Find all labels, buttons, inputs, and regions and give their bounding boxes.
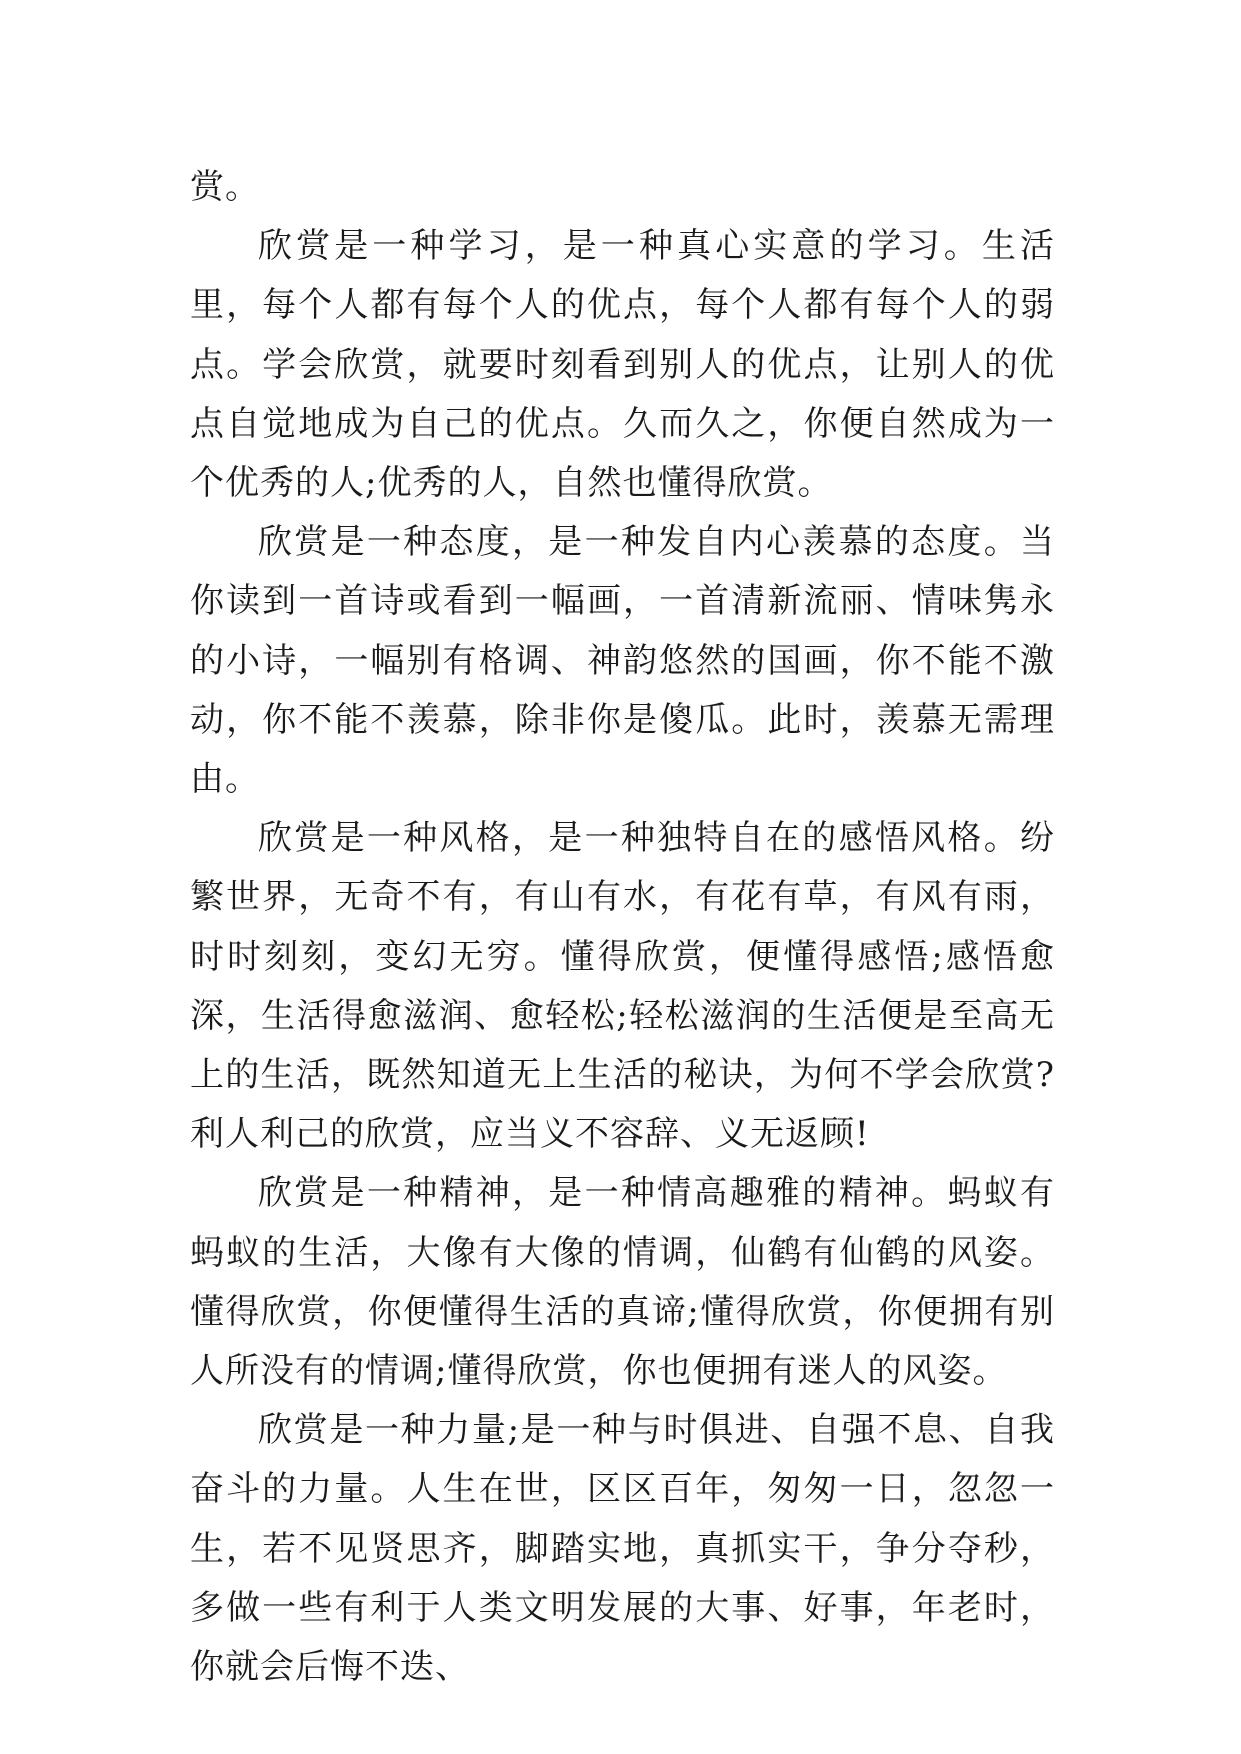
paragraph-continuation: 赏。 xyxy=(190,167,260,207)
article-body xyxy=(190,158,1055,1697)
paragraph-learning: 欣赏是一种学习，是一种真心实意的学习。生活里，每个人都有每个人的优点，每个人都有每个人的弱点。学会欣赏，就要时刻看到别人的优点，让别人的优点自觉地成为自己的优点。久而久之，你便自然成为一个优秀的人;优秀的人，自然也懂得欣赏。 xyxy=(190,226,1055,504)
paragraph-style: 欣赏是一种风格，是一种独特自在的感悟风格。纷繁世界，无奇不有，有山有水，有花有草，有风有雨，时时刻刻，变幻无穷。懂得欣赏，便懂得感悟;感悟愈深，生活得愈滋润、愈轻松;轻松滋润的生活便是至高无上的生活，既然知道无上生活的秘诀，为何不学会欣赏?利人利己的欣赏，应当义不容辞、义无返顾! xyxy=(190,818,1055,1155)
paragraph-spirit: 欣赏是一种精神，是一种情高趣雅的精神。蚂蚁有蚂蚁的生活，大像有大像的情调，仙鹤有仙鹤的风姿。懂得欣赏，你便懂得生活的真谛;懂得欣赏，你便拥有别人所没有的情调;懂得欣赏，你也便拥有迷人的风姿。 xyxy=(190,1173,1055,1392)
paragraph-strength: 欣赏是一种力量;是一种与时俱进、自强不息、自我奋斗的力量。人生在世，区区百年，匆匆一日，忽忽一生，若不见贤思齐，脚踏实地，真抓实干，争分夺秒，多做一些有利于人类文明发展的大事、好事，年老时，你就会后悔不迭、 xyxy=(190,1410,1055,1688)
paragraph-attitude: 欣赏是一种态度，是一种发自内心羡慕的态度。当你读到一首诗或看到一幅画，一首清新流丽、情味隽永的小诗，一幅别有格调、神韵悠然的国画，你不能不激动，你不能不羡慕，除非你是傻瓜。此时，羡慕无需理由。 xyxy=(190,522,1055,800)
